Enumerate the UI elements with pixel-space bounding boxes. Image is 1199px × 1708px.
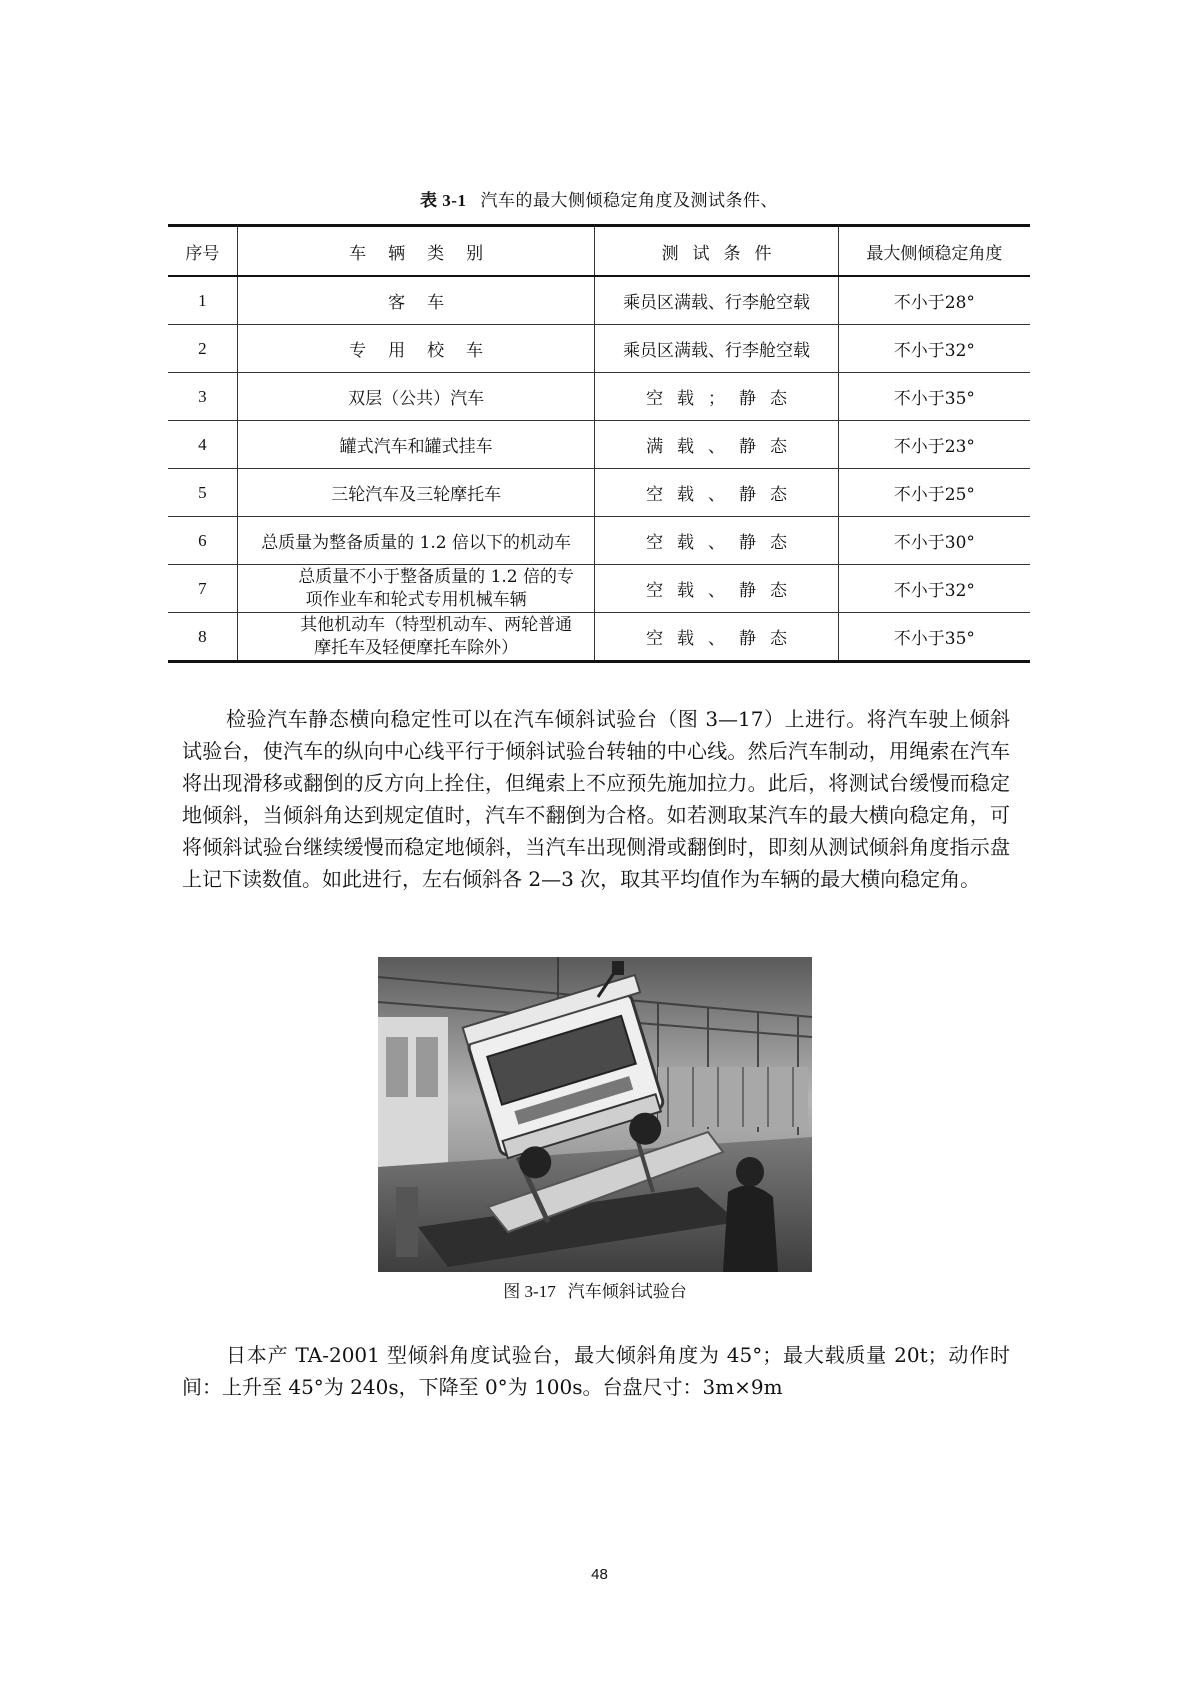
row-condition: 乘员区满载、行李舱空载 (595, 325, 838, 373)
row-no: 7 (168, 565, 237, 613)
figure-caption (378, 1277, 812, 1302)
row-angle: 不小于23° (838, 421, 1030, 469)
row-vehicle-type-line1: 总质量不小于整备质量的 1.2 倍的专 (298, 566, 575, 587)
table-row (168, 276, 1030, 325)
figure-caption-number: 图 3-17 (503, 1282, 556, 1301)
row-vehicle-type: 三轮汽车及三轮摩托车 (237, 469, 595, 517)
row-condition: 空载、静态 (646, 581, 802, 601)
row-vehicle-type-line2: 摩托车及轻便摩托车除外） (314, 637, 519, 658)
table-row (168, 517, 1030, 565)
row-condition: 满载、静态 (646, 437, 802, 457)
row-condition: 空载、静态 (646, 485, 802, 505)
table-caption (168, 186, 1030, 211)
row-vehicle-type: 客车 (388, 293, 467, 313)
table-row (168, 613, 1030, 662)
row-angle: 不小于25° (838, 469, 1030, 517)
table-row (168, 565, 1030, 613)
row-vehicle-type (237, 613, 595, 662)
row-condition: 空载、静态 (646, 533, 802, 553)
row-vehicle-type (237, 565, 595, 613)
row-no: 5 (168, 469, 237, 517)
row-no: 8 (168, 613, 237, 662)
row-vehicle-type: 专用校车 (349, 341, 506, 361)
figure-caption-text: 汽车倾斜试验台 (567, 1282, 687, 1302)
stability-angle-table (168, 224, 1030, 663)
row-angle: 不小于28° (838, 276, 1030, 325)
row-condition: 空载、静态 (646, 629, 802, 649)
tilt-test-bench-photo (378, 957, 812, 1272)
row-vehicle-type: 罐式汽车和罐式挂车 (237, 421, 595, 469)
row-no: 2 (168, 325, 237, 373)
row-angle: 不小于32° (838, 565, 1030, 613)
table-row (168, 325, 1030, 373)
row-no: 6 (168, 517, 237, 565)
table-caption-text: 汽车的最大侧倾稳定角度及测试条件、 (480, 191, 778, 211)
row-vehicle-type: 双层（公共）汽车 (237, 373, 595, 421)
table-row (168, 373, 1030, 421)
page-number: 48 (591, 1566, 608, 1583)
table-header-row (168, 226, 1030, 277)
row-angle: 不小于32° (838, 325, 1030, 373)
body-paragraph: 检验汽车静态横向稳定性可以在汽车倾斜试验台（图 3—17）上进行。将汽车驶上倾斜试验台，使汽车的纵向中心线平行于倾斜试验台转轴的中心线。然后汽车制动，用绳索在汽车将出现滑移或翻倒的反方向上拴住，但绳索上不应预先施加拉力。此后，将测试台缓慢而稳定地倾斜，当倾斜角达到规定值时，汽车不翻倒为合格。如若测取某汽车的最大横向稳定角，可将倾斜试验台继续缓慢而稳定地倾斜，当汽车出现侧滑或翻倒时，即刻从测试倾斜角度指示盘上记下读数值。如此进行，左右倾斜各 2—3 次，取其平均值作为车辆的最大横向稳定角。 (182, 707, 1010, 891)
body-paragraph-spec: 日本产 TA-2001 型倾斜角度试验台，最大倾斜角度为 45°；最大载质量 20t；动作时间：上升至 45°为 240s，下降至 0°为 100s。台盘尺寸：3m×9m (182, 1343, 1010, 1399)
row-no: 1 (168, 276, 237, 325)
row-no: 4 (168, 421, 237, 469)
header-vehicle-type: 车辆类别 (349, 243, 506, 264)
row-no: 3 (168, 373, 237, 421)
header-test-condition: 测试条件 (661, 243, 786, 264)
row-angle: 不小于35° (838, 613, 1030, 662)
row-condition: 乘员区满载、行李舱空载 (595, 276, 838, 325)
row-angle: 不小于30° (838, 517, 1030, 565)
row-angle: 不小于35° (838, 373, 1030, 421)
row-vehicle-type-line2: 项作业车和轮式专用机械车辆 (305, 589, 527, 610)
header-no: 序号 (168, 226, 237, 277)
table-row (168, 469, 1030, 517)
row-condition: 空载；静态 (646, 389, 802, 409)
photo-illustration (378, 957, 812, 1272)
table-row (168, 421, 1030, 469)
row-vehicle-type: 总质量为整备质量的 1.2 倍以下的机动车 (237, 517, 595, 565)
table-caption-number: 表 3-1 (420, 191, 467, 210)
header-max-angle: 最大侧倾稳定角度 (838, 226, 1030, 277)
row-vehicle-type-line1: 其他机动车（特型机动车、两轮普通 (300, 614, 573, 635)
